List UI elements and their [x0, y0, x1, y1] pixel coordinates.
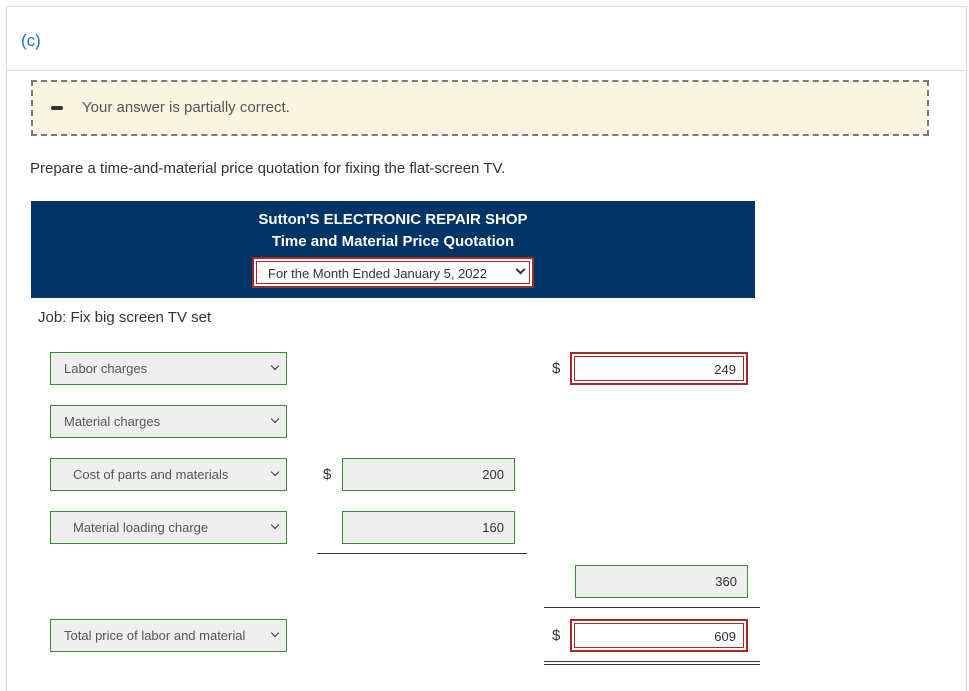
total-price-input[interactable] — [570, 619, 748, 652]
chevron-down-icon — [271, 362, 279, 370]
feedback-message: Your answer is partially correct. — [82, 99, 290, 116]
period-select-value: For the Month Ended January 5, 2022 — [268, 266, 487, 281]
material-subtotal-input[interactable] — [575, 565, 748, 598]
chevron-down-icon — [271, 415, 279, 423]
double-rule-top — [544, 661, 760, 662]
total-dollar-sign: $ — [552, 627, 561, 644]
material-charges-select-value: Material charges — [64, 414, 161, 429]
material-charges-select[interactable] — [50, 405, 287, 438]
job-description: Job: Fix big screen TV set — [38, 309, 212, 326]
material-loading-select[interactable] — [50, 511, 287, 544]
material-loading-input[interactable] — [342, 511, 515, 544]
material-loading-select-value: Material loading charge — [73, 520, 209, 535]
material-subtotal-value: 360 — [715, 574, 737, 589]
statement-header — [31, 201, 755, 298]
question-prompt: Prepare a time-and-material price quotation for fixing the flat-screen TV. — [30, 160, 506, 177]
chevron-down-icon — [271, 629, 279, 637]
part-header — [7, 7, 966, 71]
parts-cost-select[interactable] — [50, 458, 287, 491]
labor-charges-select-value: Labor charges — [64, 361, 148, 376]
part-label: (c) — [21, 31, 41, 50]
labor-dollar-sign: $ — [552, 360, 561, 377]
total-rule — [544, 607, 760, 608]
total-price-select[interactable] — [50, 619, 287, 652]
parts-dollar-sign: $ — [323, 466, 332, 483]
parts-cost-value: 200 — [482, 467, 504, 482]
labor-charges-value: 249 — [714, 362, 736, 377]
statement-title: Time and Material Price Quotation — [271, 233, 515, 250]
parts-cost-select-value: Cost of parts and materials — [73, 467, 229, 482]
labor-charges-input[interactable] — [570, 352, 748, 385]
total-price-value: 609 — [714, 629, 736, 644]
material-loading-value: 160 — [482, 520, 504, 535]
chevron-down-icon — [271, 521, 279, 529]
period-select[interactable] — [252, 257, 534, 288]
minus-icon — [51, 106, 63, 110]
feedback-banner — [31, 80, 929, 136]
parts-cost-input[interactable] — [342, 458, 515, 491]
total-price-select-value: Total price of labor and material — [64, 628, 246, 643]
labor-charges-select[interactable] — [50, 352, 287, 385]
company-name: Sutton'S ELECTRONIC REPAIR SHOP — [258, 211, 528, 228]
double-rule-bottom — [544, 664, 760, 665]
subtotal-rule — [317, 553, 527, 554]
chevron-down-icon — [271, 468, 279, 476]
